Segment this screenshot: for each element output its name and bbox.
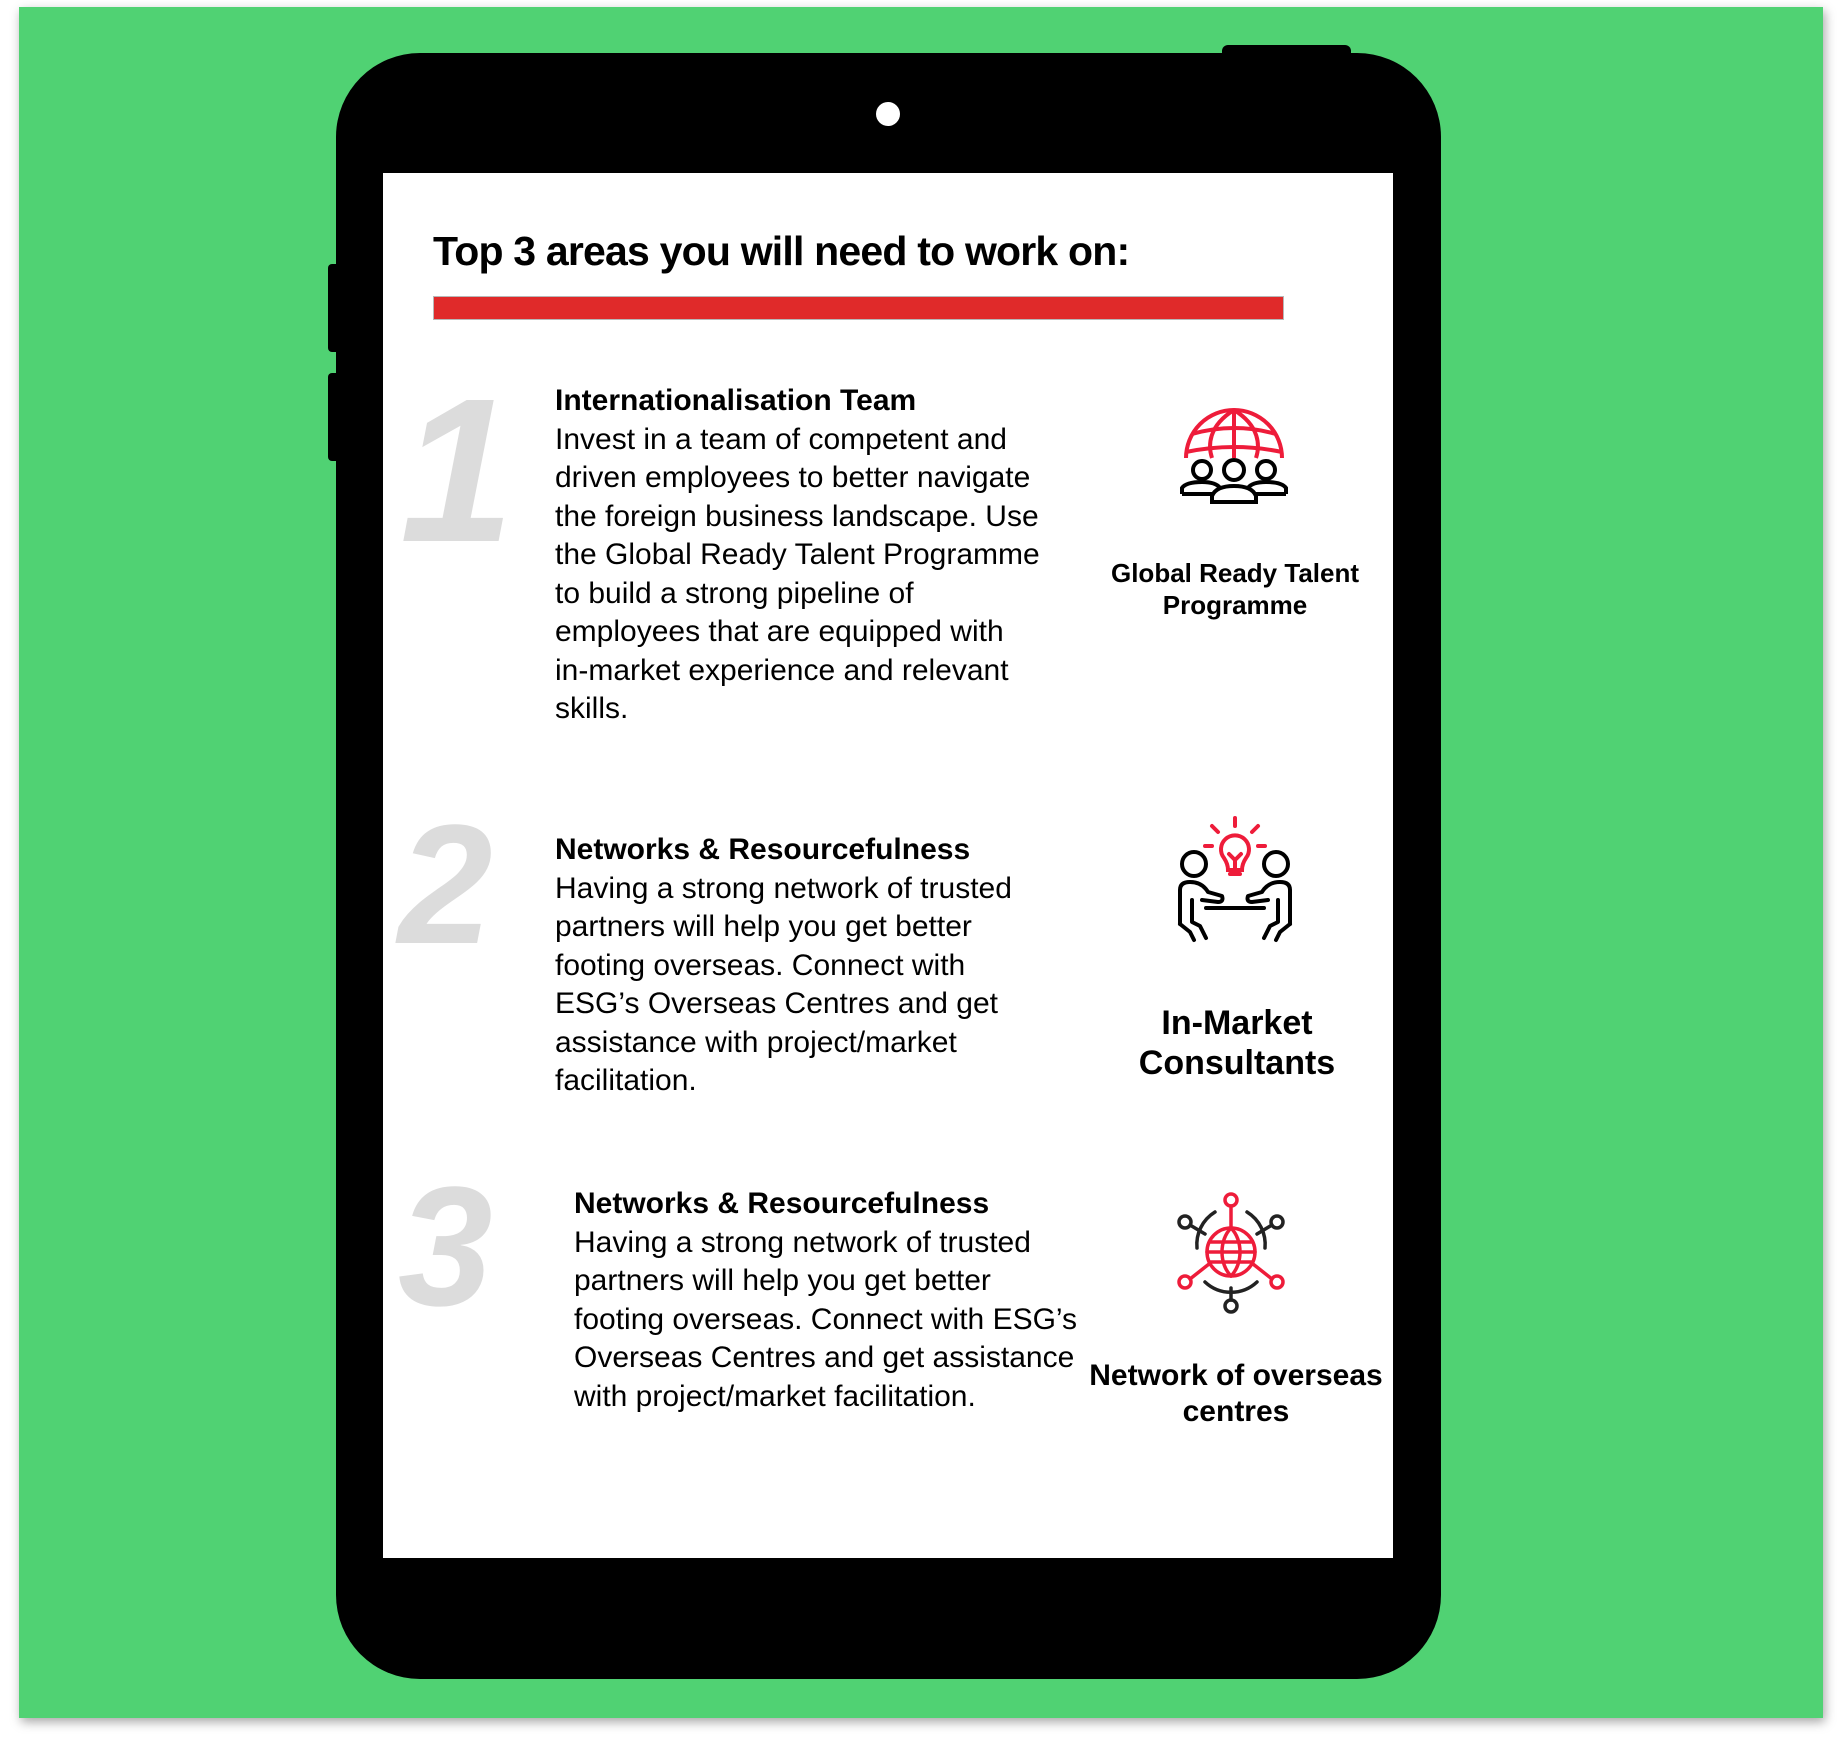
item-icon-label: Global Ready Talent Programme <box>1110 558 1359 620</box>
item-heading: Internationalisation Team <box>555 384 917 417</box>
item-icon-label: In-Market Consultants <box>1138 1004 1336 1082</box>
item-number: 3 <box>398 1152 493 1342</box>
consultants-lightbulb-icon <box>1172 814 1298 954</box>
item-body: Having a strong network of trusted partners will help you get better footing overseas. Connect with ESG’s Overseas Centres and get assistance with project/market facilitation. <box>574 1225 1078 1413</box>
item-3-text <box>574 1185 1094 1416</box>
tablet-camera <box>876 102 900 126</box>
item-number: 1 <box>400 356 515 585</box>
item-icon-label: Network of overseas centres <box>1089 1359 1383 1428</box>
item-heading: Networks & Resourcefulness <box>574 1187 990 1220</box>
globe-network-icon <box>1175 1192 1287 1314</box>
item-body: Having a strong network of trusted partners will help you get better footing overseas. Connect with ESG’s Overseas Centres and get assistance with project/market facilitation. <box>555 871 1012 1097</box>
globe-people-icon <box>1178 406 1290 518</box>
item-number: 2 <box>398 790 493 980</box>
item-2-text <box>555 831 1055 1101</box>
title-underline-bar <box>433 296 1284 320</box>
item-heading: Networks & Resourcefulness <box>555 833 971 866</box>
page-title: Top 3 areas you will need to work on: <box>433 228 1130 274</box>
item-body: Invest in a team of competent and driven employees to better navigate the foreign business landscape. Use the Global Ready Talent Programme to build a strong pipeline of employees that are equipped with in-market experience and relevant skills. <box>555 422 1040 725</box>
item-1-text <box>555 382 1055 729</box>
